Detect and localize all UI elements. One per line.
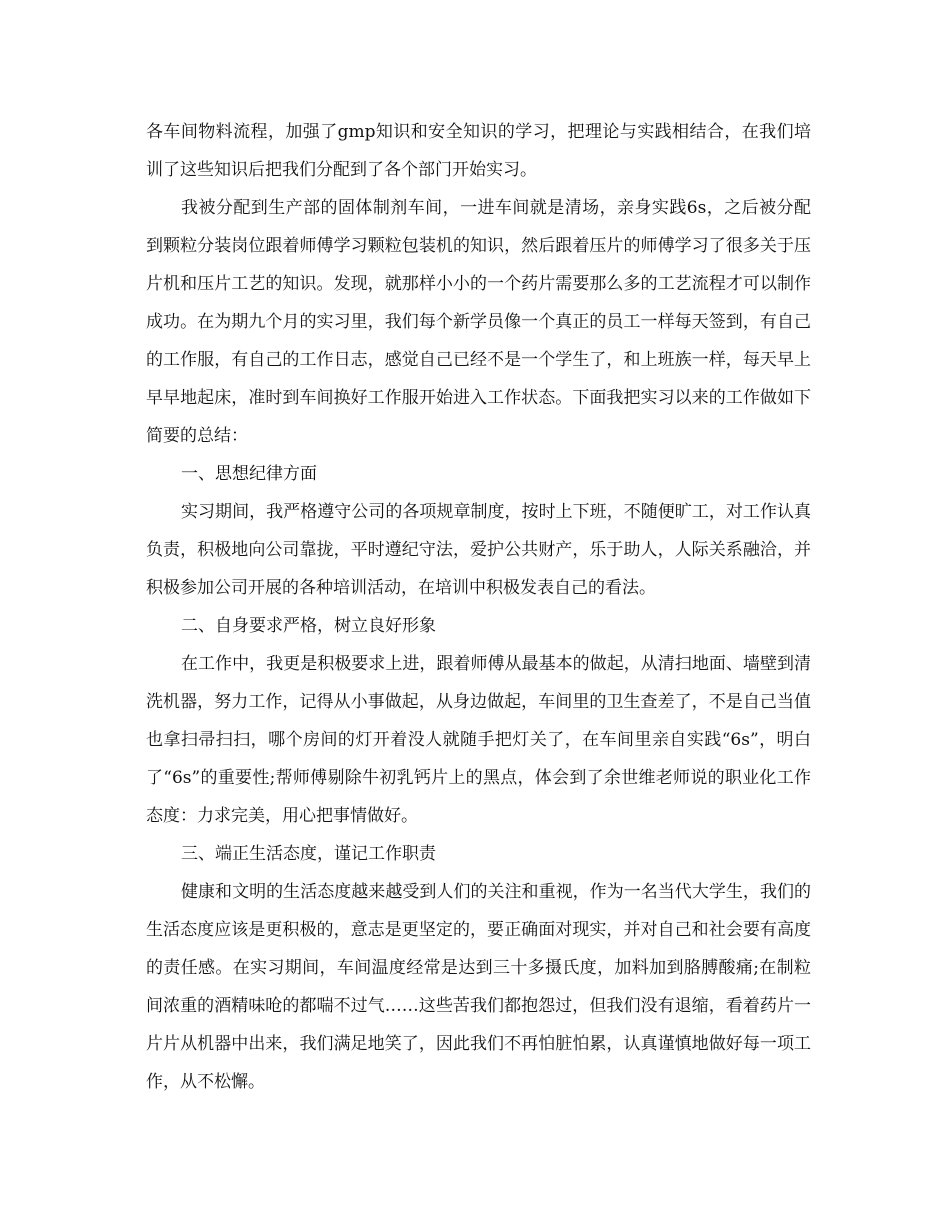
paragraph-self-requirements: 在工作中，我更是积极要求上进，跟着师傅从最基本的做起，从清扫地面、墙壁到清洗机器，努力工作，记得从小事做起，从身边做起，车间里的卫生查差了，不是自己当值也拿扫帚扫扫，哪个房间的灯开着没人就随手把灯关了，在车间里亲自实践“6s”，明白了“6s”的重要性;帮师傅剔除牛初乳钙片上的黑点，体会到了余世维老师说的职业化工作态度：力求完美，用心把事情做好。 — [146, 654, 811, 826]
section-heading-discipline: 一、思想纪律方面 — [181, 464, 317, 484]
paragraph-life-attitude: 健康和文明的生活态度越来越受到人们的关注和重视，作为一名当代大学生，我们的生活态度应该是更积极的，意志是更坚定的，要正确面对现实，并对自己和社会要有高度的责任感。在实习期间，车间温度经常是达到三十多摄氏度，加料加到胳膊酸痛;在制粒间浓重的酒精味呛的都喘不过气……这些苦我们都抱怨过，但我们没有退缩，看着药片一片片从机器中出来，我们满足地笑了，因此我们不再怕脏怕累，认真谨慎地做好每一项工作，从不松懈。 — [146, 882, 811, 1092]
section-heading-self-requirements: 二、自身要求严格，树立良好形象 — [181, 616, 436, 636]
paragraph-discipline: 实习期间，我严格遵守公司的各项规章制度，按时上下班，不随便旷工，对工作认真负责，积极地向公司靠拢，平时遵纪守法，爱护公共财产，乐于助人，人际关系融洽，并积极参加公司开展的各种培训活动，在培训中积极发表自己的看法。 — [146, 502, 811, 598]
paragraph-assignment: 我被分配到生产部的固体制剂车间，一进车间就是清场，亲身实践6s，之后被分配到颗粒分装岗位跟着师傅学习颗粒包装机的知识，然后跟着压片的师傅学习了很多关于压片机和压片工艺的知识。发现，就那样小小的一个药片需要那么多的工艺流程才可以制作成功。在为期九个月的实习里，我们每个新学员像一个真正的员工一样每天签到，有自己的工作服，有自己的工作日志，感觉自己已经不是一个学生了，和上班族一样，每天早上早早地起床，准时到车间换好工作服开始进入工作状态。下面我把实习以来的工作做如下简要的总结： — [146, 198, 811, 446]
document-body — [146, 113, 811, 1101]
section-heading-life-attitude: 三、端正生活态度，谨记工作职责 — [181, 844, 436, 864]
paragraph-intro: 各车间物料流程，加强了gmp知识和安全知识的学习，把理论与实践相结合，在我们培训了这些知识后把我们分配到了各个部门开始实习。 — [146, 122, 811, 180]
